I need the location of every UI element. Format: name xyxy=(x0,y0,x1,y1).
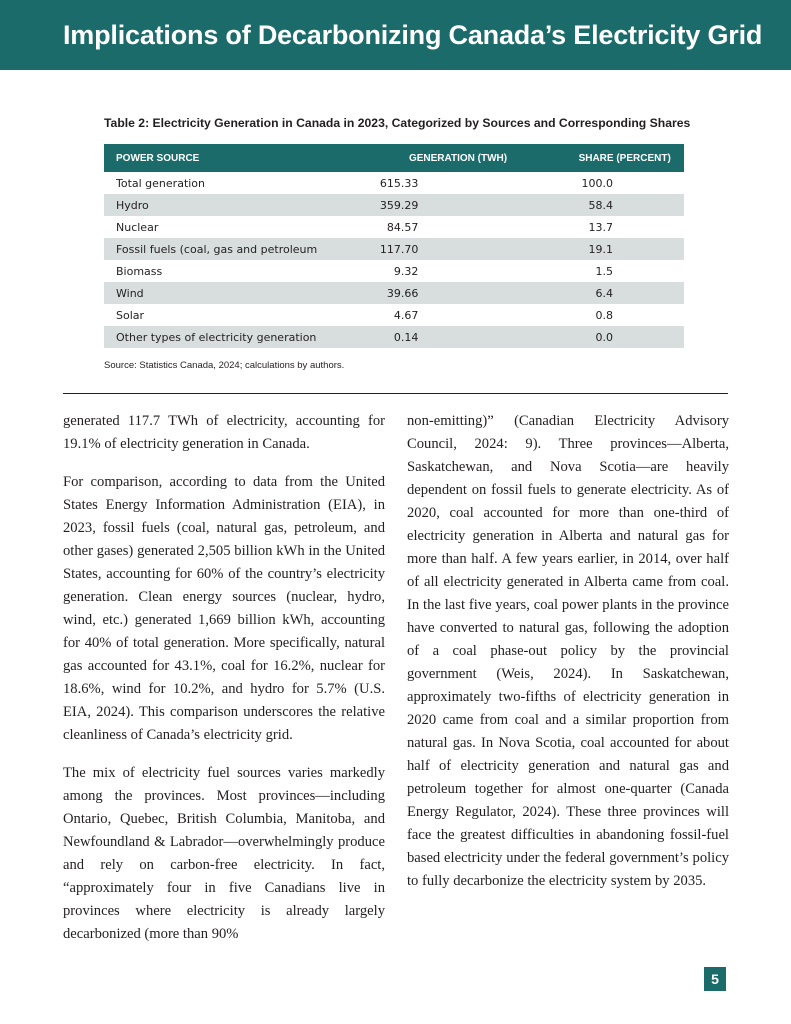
share-cell: 6.4 xyxy=(565,282,684,304)
table-row xyxy=(104,282,684,304)
table-row xyxy=(104,172,684,194)
page-title: Implications of Decarbonizing Canada’s Electricity Grid xyxy=(63,20,763,50)
column-header-share: SHARE (PERCENT) xyxy=(565,144,684,172)
column-header-power-source: POWER SOURCE xyxy=(104,144,351,172)
table-row xyxy=(104,260,684,282)
power-source-cell: Nuclear xyxy=(116,220,159,234)
page-header xyxy=(0,0,791,70)
generation-cell: 84.57 xyxy=(386,220,419,234)
body-paragraph: The mix of electricity fuel sources varies markedly among the provinces. Most provinces—including Ontario, Quebec, British Columbia, Manitoba, and Newfoundland & Labrador—overwhelmingly produce and rely on carbon-free electricity. In fact, “approximately four in five Canadians live in provinces where electricity is already largely decarbonized (more than 90% xyxy=(63,765,385,942)
generation-cell: 9.32 xyxy=(393,264,419,278)
power-source-cell: Other types of electricity generation xyxy=(104,326,351,348)
table-row xyxy=(104,326,684,348)
generation-cell: 4.67 xyxy=(393,308,419,322)
page-number: 5 xyxy=(704,967,726,991)
share-cell: 0.0 xyxy=(565,326,684,348)
body-column-right xyxy=(407,410,729,908)
power-source-cell: Total generation xyxy=(116,176,206,190)
share-cell: 58.4 xyxy=(565,194,684,216)
share-cell: 0.8 xyxy=(595,308,613,322)
generation-cell: 359.29 xyxy=(351,194,566,216)
power-source-cell: Fossil fuels (coal, gas and petroleum xyxy=(104,238,351,260)
generation-cell: 615.33 xyxy=(379,176,419,190)
table-row xyxy=(104,304,684,326)
section-divider xyxy=(63,393,728,394)
share-cell: 1.5 xyxy=(595,264,613,278)
share-cell: 19.1 xyxy=(565,238,684,260)
power-source-cell: Wind xyxy=(104,282,351,304)
table-row xyxy=(104,194,684,216)
body-paragraph: generated 117.7 TWh of electricity, accounting for 19.1% of electricity generation in Canada. xyxy=(63,413,385,452)
column-header-generation: GENERATION (TWH) xyxy=(351,144,566,172)
table-caption: Table 2: Electricity Generation in Canada in 2023, Categorized by Sources and Corresponding Shares xyxy=(104,116,691,130)
table-row xyxy=(104,216,684,238)
table-source-note: Source: Statistics Canada, 2024; calculations by authors. xyxy=(104,360,345,371)
body-column-left xyxy=(63,410,385,961)
power-source-cell: Hydro xyxy=(104,194,351,216)
table-row xyxy=(104,238,684,260)
share-cell: 100.0 xyxy=(581,176,613,190)
table-header-row xyxy=(104,144,684,172)
generation-table xyxy=(104,144,684,348)
generation-cell: 0.14 xyxy=(351,326,566,348)
power-source-cell: Solar xyxy=(116,308,145,322)
power-source-cell: Biomass xyxy=(116,264,163,278)
body-paragraph: non-emitting)” (Canadian Electricity Advisory Council, 2024: 9). Three provinces—Alberta, Saskatchewan, and Nova Scotia—are heavily dependent on fossil fuels to generate electricity. As of 2020, coal accounted for more than one-third of electricity generation in Alberta and natural gas for more than half. A few years earlier, in 2014, over half of all electricity generated in Alberta came from coal. In the last five years, coal power plants in the province have converted to natural gas, following the adoption of a coal phase-out policy by the provincial government (Weis, 2024). In Saskatchewan, approximately two-fifths of electricity generation in 2020 came from coal and a similar proportion from natural gas. In Nova Scotia, coal accounted for about half of electricity generation and natural gas and petroleum together for almost one-quarter (Canada Energy Regulator, 2024). These three provinces will face the greatest difficulties in abandoning fossil-fuel based electricity under the federal government’s policy to fully decarbonize the electricity system by 2035. xyxy=(407,413,729,889)
generation-cell: 39.66 xyxy=(351,282,566,304)
generation-cell: 117.70 xyxy=(351,238,566,260)
body-paragraph: For comparison, according to data from the United States Energy Information Administration (EIA), in 2023, fossil fuels (coal, natural gas, petroleum, and other gases) generated 2,505 billion kWh in the United States, accounting for 60% of the country’s electricity generation. Clean energy sources (nuclear, hydro, wind, etc.) generated 1,669 billion kWh, accounting for 40% of total generation. More specifically, natural gas accounted for 43.1%, coal for 16.2%, nuclear for 18.6%, wind for 10.2%, and hydro for 5.7% (U.S. EIA, 2024). This comparison underscores the relative cleanliness of Canada’s electricity grid. xyxy=(63,474,385,743)
share-cell: 13.7 xyxy=(588,220,613,234)
